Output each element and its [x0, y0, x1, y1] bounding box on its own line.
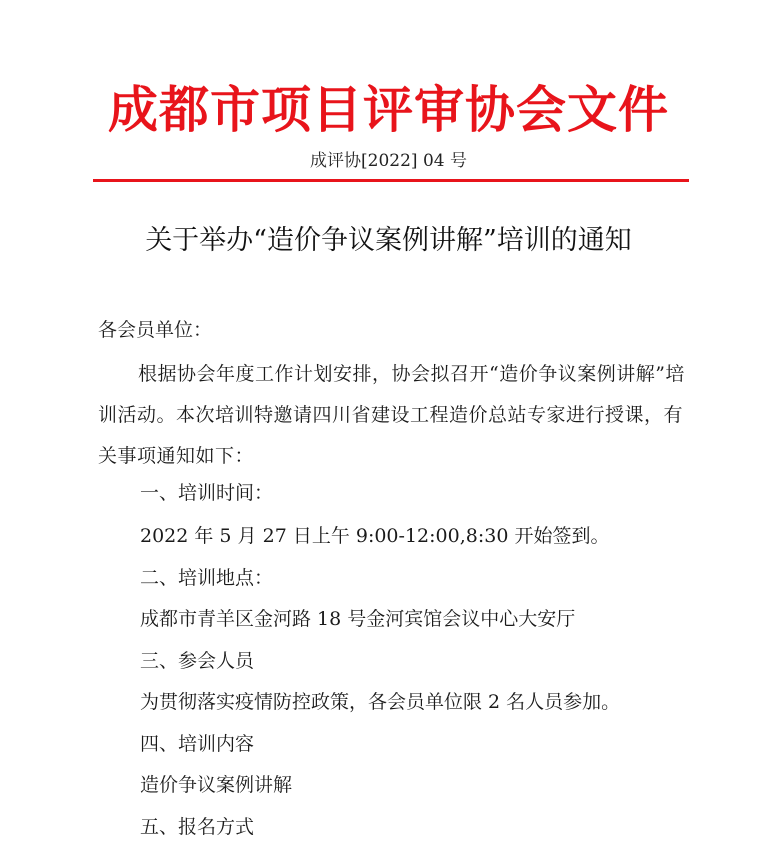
section-heading-location: 二、培训地点：	[140, 567, 274, 589]
section-heading-content: 四、培训内容	[140, 733, 255, 755]
salutation: 各会员单位：	[98, 319, 213, 341]
intro-paragraph: 根据协会年度工作计划安排，协会拟召开“造价争议案例讲解”培训活动。本次培训特邀请四川省建设工程造价总站专家进行授课，有关事项通知如下：	[98, 363, 685, 467]
section-heading-time: 一、培训时间：	[140, 482, 274, 504]
section-heading-registration: 五、报名方式	[140, 816, 255, 838]
section-heading-attendees: 三、参会人员	[140, 650, 255, 672]
document-header-title: 成都市项目评审协会文件	[108, 80, 669, 139]
section-content-location: 成都市青羊区金河路 18 号金河宾馆会议中心大安厅	[140, 608, 576, 630]
section-content-attendees: 为贯彻落实疫情防控政策，各会员单位限 2 名人员参加。	[140, 691, 621, 713]
notice-title: 关于举办“造价争议案例讲解”培训的通知	[145, 225, 632, 256]
document-number: 成评协[2022] 04 号	[310, 151, 467, 171]
section-content-time: 2022 年 5 月 27 日上午 9:00-12:00,8:30 开始签到。	[140, 525, 610, 547]
section-content-content: 造价争议案例讲解	[140, 774, 293, 796]
header-divider	[93, 179, 689, 182]
